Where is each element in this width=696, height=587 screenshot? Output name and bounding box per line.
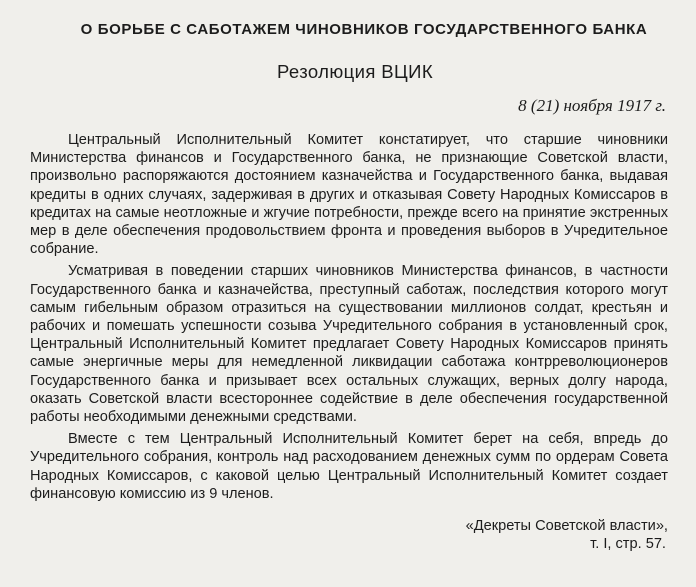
source-reference: т. I, стр. 57. [590, 536, 666, 553]
paragraph: Вместе с тем Центральный Исполнительный Комитет берет на себя, впредь до Учредительного собрания, контроль над расходованием денежных сумм по ордерам Совета Народных Комиссаров, с каковой целью Центральный Исполнительный Комитет создает финансовую комиссию из 9 членов. [30, 431, 668, 502]
document-body [30, 131, 668, 503]
document-title: О БОРЬБЕ С САБОТАЖЕМ ЧИНОВНИКОВ ГОСУДАРСТВЕННОГО БАНКА [80, 21, 648, 38]
document-subtitle: Резолюция ВЦИК [276, 61, 434, 82]
source-citation [30, 517, 668, 553]
paragraph: Усматривая в поведении старших чиновников Министерства финансов, в частности Государственного банка и казначейства, преступный саботаж, последствия которого могут самым гибельным образом отразиться на существовании миллионов солдат, крестьян и рабочих и помешать успешности созыва Учредительного собрания в установленный срок, Центральный Исполнительный Комитет предлагает Совету Народных Комиссаров принять самые энергичные меры для немедленной ликвидации саботажа контрреволюционеров Государственного банка и призывает всех остальных служащих, верных долгу народа, оказать Советской власти всестороннее содействие в деле обеспечения государственной работы необходимыми денежными средствами. [30, 263, 668, 426]
source-title: «Декреты Советской власти», [465, 518, 668, 535]
paragraph: Центральный Исполнительный Комитет констатирует, что старшие чиновники Министерства финансов и Государственного банка, не признающие Советской власти, произвольно распоряжаются достоянием казначейства и Государственного банка, выдавая кредиты в одних случаях, задерживая в других и отказывая Совету Народных Комиссаров в кредитах на самые неотложные и жгучие потребности, прежде всего на принятие экстренных мер в деле обеспечения продовольствием фронта и проведения выборов в Учредительное собрание. [30, 132, 668, 258]
document-date: 8 (21) ноября 1917 г. [518, 96, 666, 115]
